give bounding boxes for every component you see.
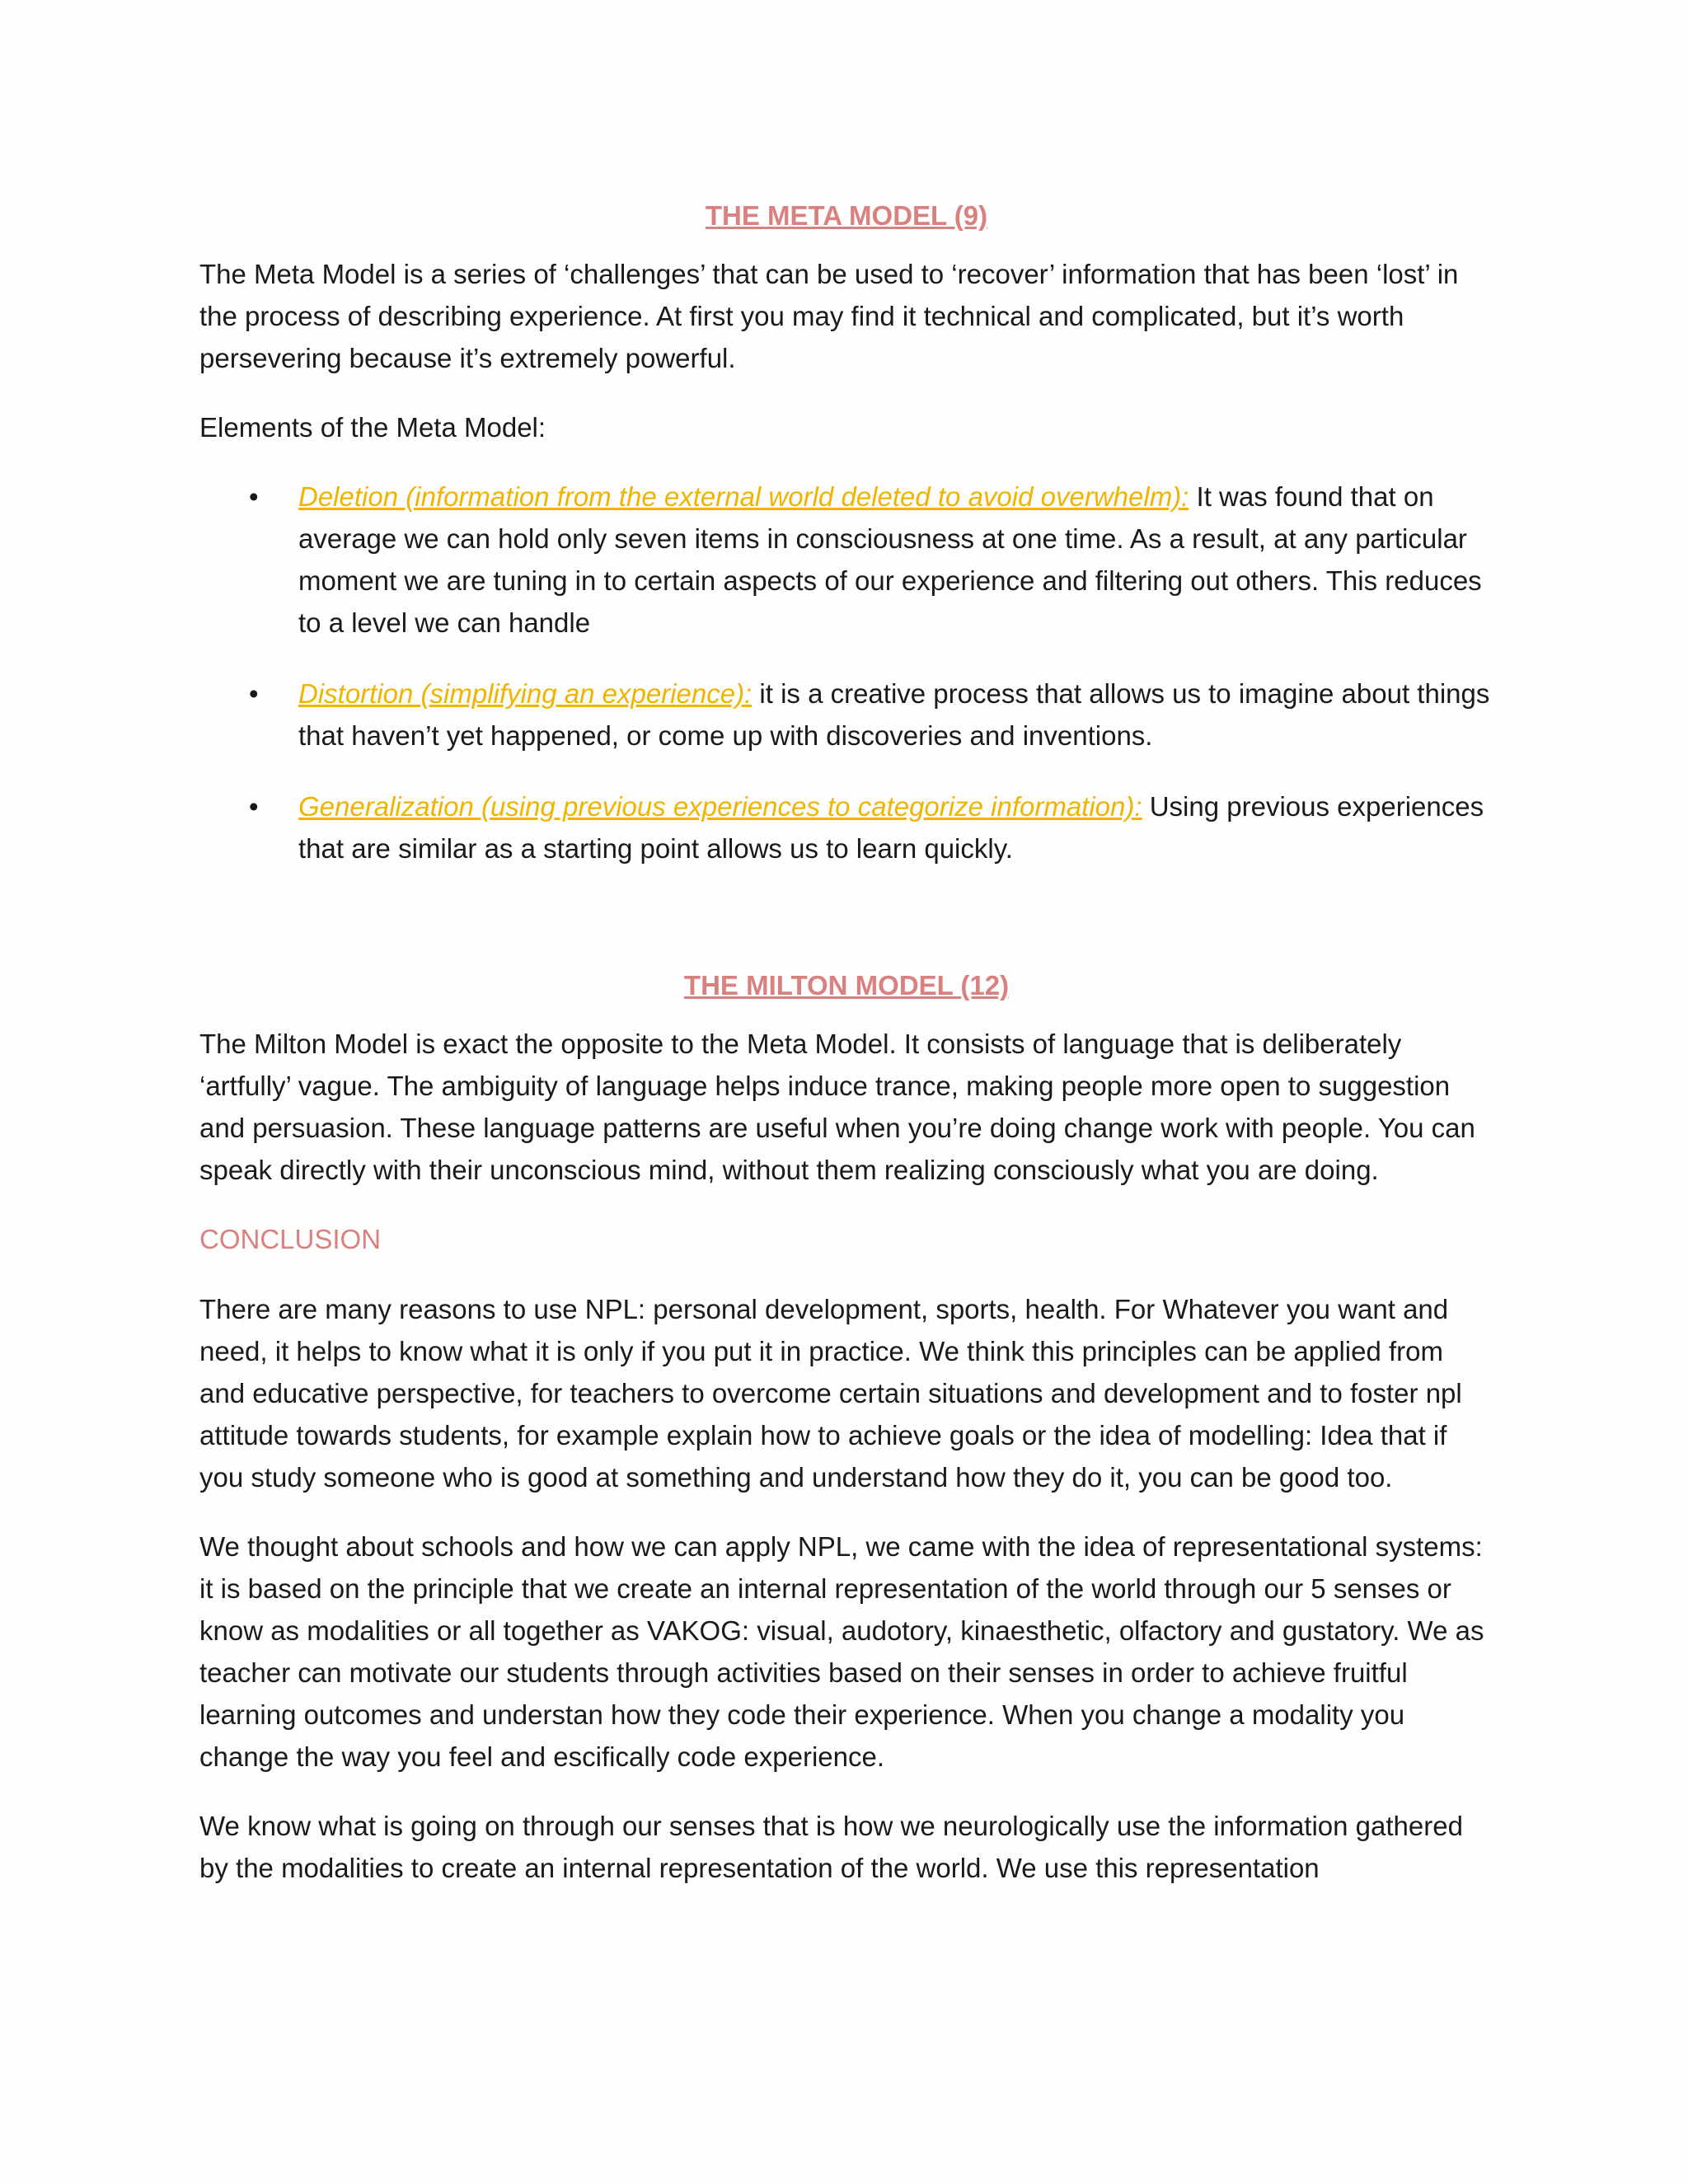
milton-model-text: The Milton Model is exact the opposite to the Meta Model. It consists of language that is deliberately ‘artfully’ vague. The ambiguity of language helps induce trance, making people more open to suggestion and persuasion. These language patterns are useful when you’re doing change work with people. You can speak directly with their unconscious mind, without them realizing consciously what you are doing.: [199, 1029, 1475, 1185]
conclusion-label: CONCLUSION: [199, 1224, 382, 1254]
meta-model-heading: THE META MODEL (9): [705, 200, 988, 231]
list-item-deletion: [199, 476, 1493, 644]
document-content: [199, 194, 1493, 1916]
deletion-text: It was found that on average we can hold only seven items in consciousness at one time. As a result, at any particular moment we are tuning in to certain aspects of our experience and filtering out others. This reduces to a level we can handle: [298, 481, 1482, 638]
conclusion-paragraph-3: We know what is going on through our senses that is how we neurologically use the information gathered by the modalities to create an internal representation of the world. We use this representation: [199, 1811, 1463, 1883]
bullet-icon: •: [249, 791, 259, 822]
list-item-generalization: [199, 785, 1493, 869]
meta-model-intro: The Meta Model is a series of ‘challenges’ that can be used to ‘recover’ information that has been ‘lost’ in the process of describing experience. At first you may find it technical and complicated, but it’s worth persevering because it’s extremely powerful.: [199, 259, 1459, 373]
generalization-term: Generalization (using previous experiences to categorize information):: [298, 791, 1142, 822]
meta-model-elements-list: [199, 476, 1493, 869]
distortion-text: it is a creative process that allows us to imagine about things that haven’t yet happened, or come up with discoveries and inventions.: [298, 678, 1490, 751]
conclusion-paragraph-2: We thought about schools and how we can apply NPL, we came with the idea of representational systems: it is based on the principle that we create an internal representation of the world through our 5 senses or know as modalities or all together as VAKOG: visual, audotory, kinaesthetic, olfactory and gustatory. We as teacher can motivate our students through activities based on their senses in order to achieve fruitful learning outcomes and understan how they code their experience. When you change a modality you change the way you feel and escifically code experience.: [199, 1531, 1484, 1772]
bullet-icon: •: [249, 481, 259, 512]
list-item-distortion: [199, 673, 1493, 757]
section-spacer: [199, 898, 1493, 964]
distortion-term: Distortion (simplifying an experience):: [298, 678, 753, 709]
deletion-term: Deletion (information from the external world deleted to avoid overwhelm):: [298, 481, 1189, 512]
bullet-icon: •: [249, 678, 259, 709]
elements-label: Elements of the Meta Model:: [199, 412, 546, 443]
milton-model-heading: THE MILTON MODEL (12): [683, 970, 1010, 1001]
generalization-text: Using previous experiences that are similar as a starting point allows us to learn quickly.: [298, 791, 1484, 864]
conclusion-paragraph-1: There are many reasons to use NPL: personal development, sports, health. For Whatever you want and need, it helps to know what it is only if you put it in practice. We think this principles can be applied from and educative perspective, for teachers to overcome certain situations and development and to foster npl attitude towards students, for example explain how to achieve goals or the idea of modelling: Idea that if you study someone who is good at something and understand how they do it, you can be good too.: [199, 1294, 1462, 1493]
